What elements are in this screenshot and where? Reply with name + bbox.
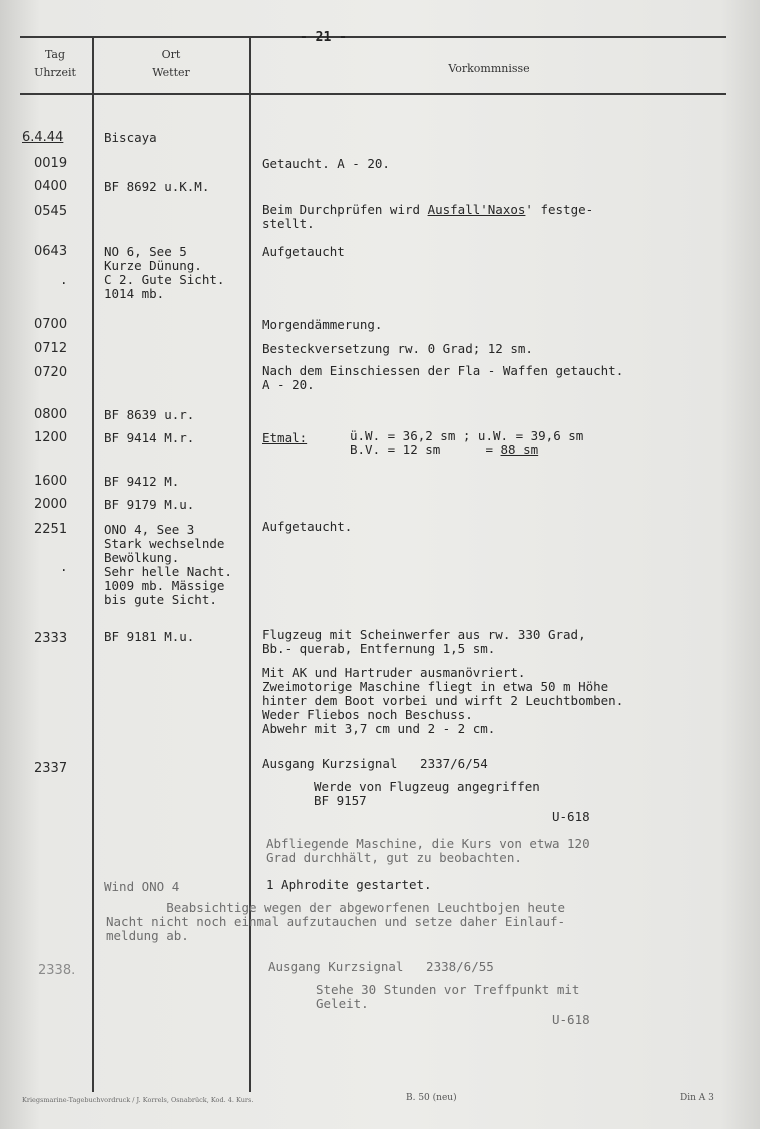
time-0720: 0720	[34, 365, 68, 380]
header-col-tag: Tag Uhrzeit	[34, 48, 76, 79]
event-0643: Aufgetaucht	[262, 244, 345, 259]
header-col-ort: Ort Wetter	[152, 48, 190, 79]
event-0545-part1: Beim Durchprüfen wird	[262, 202, 428, 217]
event-2337-signal: Ausgang Kurzsignal 2337/6/54	[262, 756, 488, 771]
event-0700: Morgendämmerung.	[262, 317, 383, 332]
event-2338-message: Stehe 30 Stunden vor Treffpunkt mit Geleit.	[316, 982, 580, 1011]
event-0720: Nach dem Einschiessen der Fla - Waffen getaucht. A - 20.	[262, 363, 624, 392]
time-2337: 2337	[34, 761, 68, 776]
event-0545-part2: ' festge- stellt.	[262, 202, 594, 231]
etmal-label: Etmal:	[262, 430, 308, 445]
event-0019: Getaucht. A - 20.	[262, 156, 390, 171]
event-2338-sender: U-618	[552, 1012, 590, 1027]
etmal-values-text: ü.W. = 36,2 sm ; u.W. = 39,6 sm B.V. = 12 sm =	[350, 428, 584, 457]
event-0712: Besteckversetzung rw. 0 Grad; 12 sm.	[262, 341, 533, 356]
location-0800: BF 8639 u.r.	[104, 407, 195, 422]
event-2338-signal: Ausgang Kurzsignal 2338/6/55	[268, 959, 494, 974]
dot-mark-1: .	[60, 272, 68, 287]
time-1600: 1600	[34, 474, 68, 489]
entry-date-location: Biscaya	[104, 130, 157, 145]
time-0712: 0712	[34, 341, 68, 356]
event-2337-message: Werde von Flugzeug angegriffen BF 9157	[314, 779, 540, 808]
location-0400: BF 8692 u.K.M.	[104, 179, 210, 194]
etmal-values	[350, 429, 583, 457]
top-rule	[20, 36, 726, 38]
time-0800: 0800	[34, 407, 68, 422]
time-2333: 2333	[34, 631, 68, 646]
location-2333: BF 9181 M.u.	[104, 629, 195, 644]
wind-note: Wind ONO 4	[104, 879, 180, 894]
header-col-vorkommnisse: Vorkommnisse	[448, 62, 530, 75]
event-2337-sender: U-618	[552, 809, 590, 824]
time-0643: 0643	[34, 244, 68, 259]
entry-date: 6.4.44	[22, 130, 64, 145]
page-number: - 21 -	[300, 30, 347, 45]
time-0700: 0700	[34, 317, 68, 332]
location-1600: BF 9412 M.	[104, 474, 180, 489]
event-aphrodite: 1 Aphrodite gestartet.	[266, 877, 432, 892]
time-2338: 2338.	[38, 963, 76, 978]
event-2337-observation: Abfliegende Maschine, die Kurs von etwa 120 Grad durchhält, gut zu beobachten.	[266, 836, 590, 865]
footer-printer: Kriegsmarine-Tagebuchvordruck / J. Korrels, Osnabrück, Kod. 4. Kurs.	[22, 1096, 254, 1104]
time-0400: 0400	[34, 179, 68, 194]
time-1200: 1200	[34, 430, 68, 445]
time-0545: 0545	[34, 204, 68, 219]
event-intention: Beabsichtige wegen der abgeworfenen Leuchtbojen heute Nacht nicht noch einmal aufzutauchen und setze daher Einlauf- meldung ab.	[106, 900, 566, 943]
time-0019: 0019	[34, 156, 68, 171]
weather-2251: ONO 4, See 3 Stark wechselnde Bewölkung. Sehr helle Nacht. 1009 mb. Mässige bis gute Sicht.	[104, 522, 232, 607]
dot-mark-2: .	[60, 559, 68, 574]
event-2251: Aufgetaucht.	[262, 519, 353, 534]
location-2000: BF 9179 M.u.	[104, 497, 195, 512]
event-2333-a: Flugzeug mit Scheinwerfer aus rw. 330 Grad, Bb.- querab, Entfernung 1,5 sm.	[262, 627, 586, 656]
event-0545-naxos: Ausfall'Naxos	[427, 202, 526, 217]
footer-paper-size: Din A 3	[680, 1093, 714, 1103]
column-rule-1	[92, 36, 94, 1092]
location-1200: BF 9414 M.r.	[104, 430, 195, 445]
time-2000: 2000	[34, 497, 68, 512]
event-2333-b: Mit AK und Hartruder ausmanövriert. Zweimotorige Maschine fliegt in etwa 50 m Höhe hinter dem Boot vorbei und wirft 2 Leuchtbomben. Weder Fliebos noch Beschuss. Abwehr mit 3,7 cm und 2 - 2 cm.	[262, 665, 624, 736]
event-0545	[262, 203, 593, 231]
time-2251: 2251	[34, 522, 68, 537]
footer-form-number: B. 50 (neu)	[406, 1093, 457, 1103]
etmal-total: 88 sm	[500, 442, 539, 457]
weather-0643: NO 6, See 5 Kurze Dünung. C 2. Gute Sicht. 1014 mb.	[104, 244, 225, 301]
header-rule	[20, 93, 726, 95]
